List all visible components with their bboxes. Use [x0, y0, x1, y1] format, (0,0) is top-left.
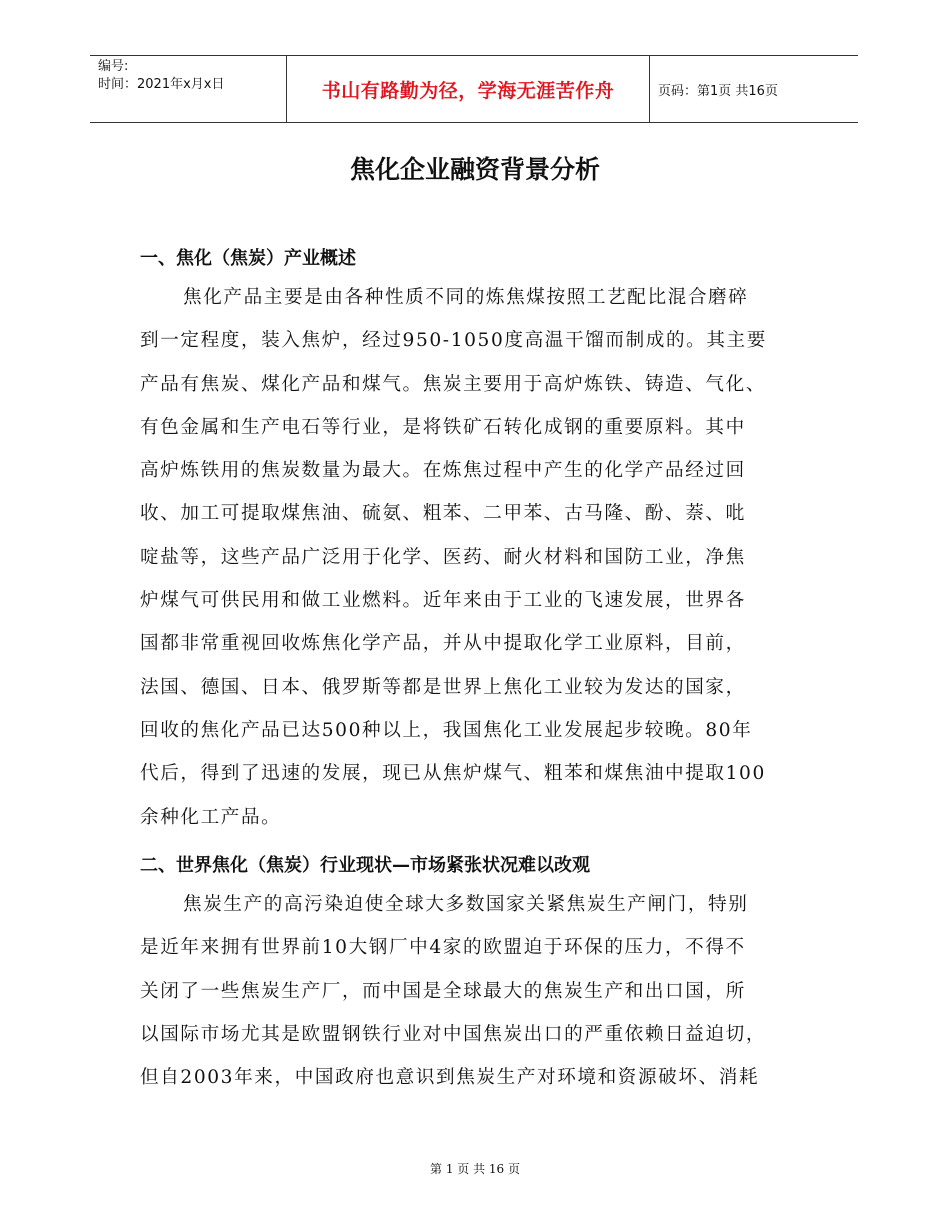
document-title: 焦化企业融资背景分析: [349, 155, 600, 184]
paragraph-line: 回收的焦化产品已达500种以上，我国焦化工业发展起步较晚。80年: [140, 719, 753, 741]
paragraph-line: 关闭了一些焦炭生产厂，而中国是全球最大的焦炭生产和出口国，所: [140, 980, 746, 1002]
header-motto-cell: [287, 56, 649, 122]
paragraph-line: 收、加工可提取煤焦油、硫氨、粗苯、二甲苯、古马隆、酚、萘、吡: [140, 503, 746, 525]
section-paragraph: [140, 276, 830, 839]
section-heading: 二、世界焦化（焦炭）行业现状—市场紧张状况难以改观: [140, 855, 590, 876]
paragraph-line: 代后，得到了迅速的发展，现已从焦炉煤气、粗苯和煤焦油中提取100: [140, 763, 766, 785]
page-footer: 第 1 页 共 16 页: [430, 1162, 520, 1176]
paragraph-line: 焦炭生产的高污染迫使全球大多数国家关紧焦炭生产闸门，特别: [183, 894, 749, 915]
header-motto: 书山有路勤为径，学海无涯苦作舟: [321, 79, 615, 102]
page-header: [90, 55, 858, 123]
paragraph-line: 余种化工产品。: [140, 806, 282, 828]
paragraph-line: 但自2003年来，中国政府也意识到焦炭生产对环境和资源破坏、消耗: [140, 1067, 760, 1089]
paragraph-line: 到一定程度，装入焦炉，经过950-1050度高温干馏而制成的。其主要: [140, 330, 767, 352]
document-date-label: 时间：2021年x月x日: [98, 77, 225, 92]
paragraph-line: 高炉炼铁用的焦炭数量为最大。在炼焦过程中产生的化学产品经过回: [140, 460, 746, 482]
paragraph-line: 国都非常重视回收炼焦化学产品，并从中提取化学工业原料，目前，: [140, 633, 746, 655]
section-heading: 一、焦化（焦炭）产业概述: [140, 248, 356, 269]
document-number-label: 编号:: [98, 59, 129, 74]
section-paragraph: [140, 883, 830, 1099]
header-page-cell: [650, 56, 866, 122]
paragraph-line: 焦化产品主要是由各种性质不同的炼焦煤按照工艺配比混合磨碎: [183, 287, 749, 308]
header-meta: [90, 56, 286, 122]
paragraph-line: 有色金属和生产电石等行业，是将铁矿石转化成钢的重要原料。其中: [140, 416, 746, 438]
paragraph-line: 法国、德国、日本、俄罗斯等都是世界上焦化工业较为发达的国家，: [140, 676, 746, 698]
paragraph-line: 是近年来拥有世界前10大钢厂中4家的欧盟迫于环保的压力，不得不: [140, 937, 746, 959]
paragraph-line: 产品有焦炭、煤化产品和煤气。焦炭主要用于高炉炼铁、铸造、气化、: [140, 373, 767, 395]
header-page-info: 页码：第1页 共16页: [658, 83, 778, 99]
paragraph-line: 以国际市场尤其是欧盟钢铁行业对中国焦炭出口的严重依赖日益迫切，: [140, 1023, 767, 1045]
paragraph-line: 啶盐等，这些产品广泛用于化学、医药、耐火材料和国防工业，净焦: [140, 546, 746, 568]
paragraph-line: 炉煤气可供民用和做工业燃料。近年来由于工业的飞速发展，世界各: [140, 590, 746, 612]
